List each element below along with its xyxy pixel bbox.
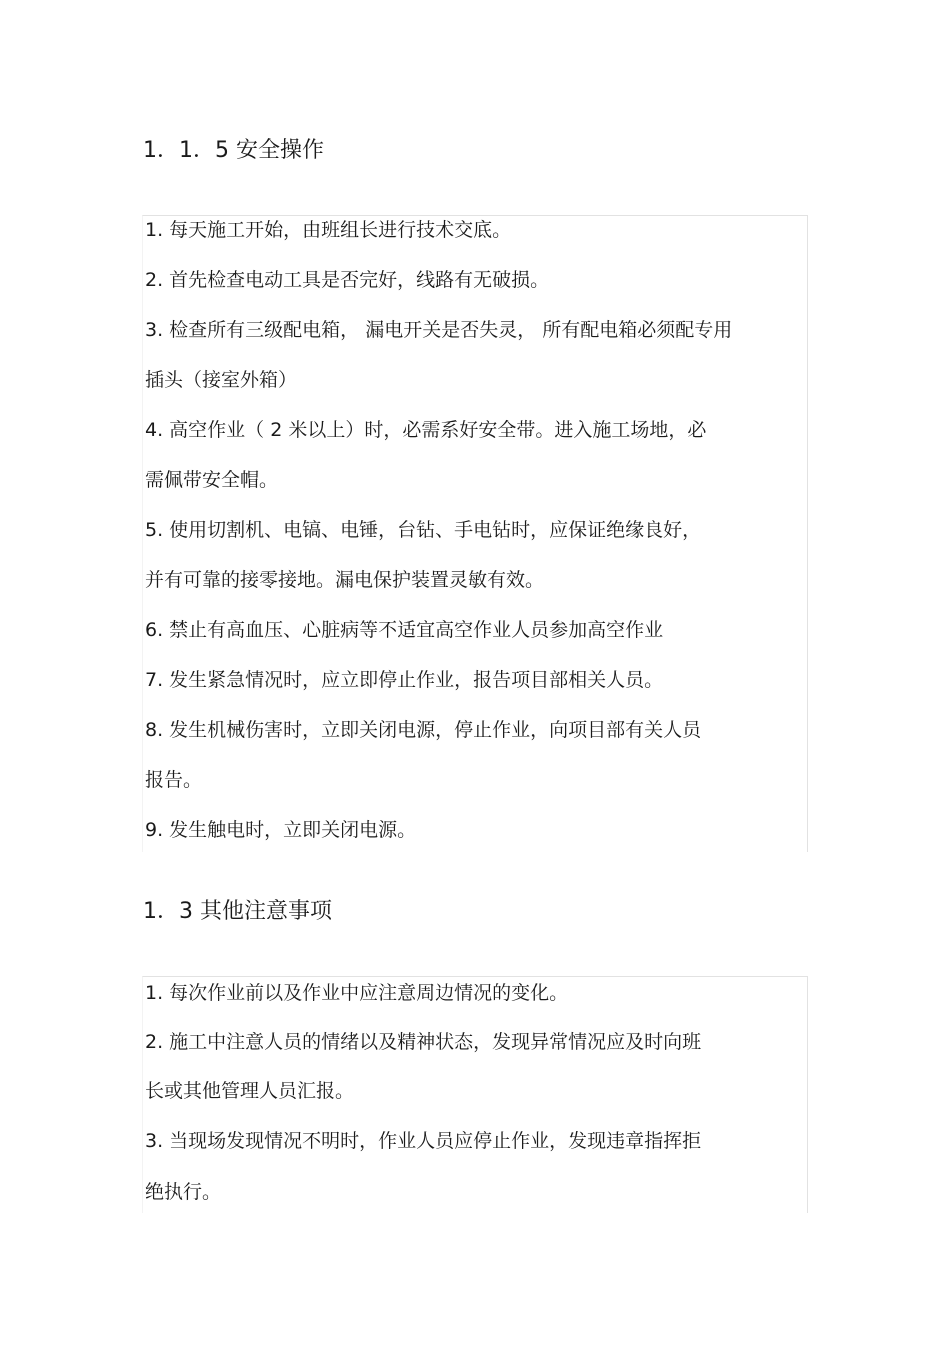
list-item: 1. 每天施工开始，由班组长进行技术交底。 <box>145 219 512 241</box>
list-item: 3. 当现场发现情况不明时，作业人员应停止作业，发现违章指挥拒 <box>145 1130 702 1152</box>
list-item: 5. 使用切割机、电镐、电锤，台钻、手电钻时，应保证绝缘良好， <box>145 519 702 541</box>
section-heading-safety-operation: 1．1．5 安全操作 <box>143 138 324 163</box>
list-item: 9. 发生触电时，立即关闭电源。 <box>145 819 417 841</box>
list-item: 2. 施工中注意人员的情绪以及精神状态，发现异常情况应及时向班 <box>145 1031 702 1053</box>
list-item: 长或其他管理人员汇报。 <box>145 1080 355 1102</box>
other-notes-box <box>142 976 808 1213</box>
list-item: 7. 发生紧急情况时，应立即停止作业，报告项目部相关人员。 <box>145 669 664 691</box>
list-item: 3. 检查所有三级配电箱， 漏电开关是否失灵， 所有配电箱必须配专用 <box>145 319 733 341</box>
list-item: 2. 首先检查电动工具是否完好，线路有无破损。 <box>145 269 550 291</box>
list-item: 并有可靠的接零接地。漏电保护装置灵敏有效。 <box>145 569 545 591</box>
list-item: 4. 高空作业（ 2 米以上）时，必需系好安全带。进入施工场地，必 <box>145 419 707 441</box>
list-item: 插头（接室外箱） <box>145 369 298 391</box>
section-heading-other-notes: 1．3 其他注意事项 <box>143 899 332 924</box>
safety-operation-box <box>142 215 808 852</box>
list-item: 绝执行。 <box>145 1181 222 1203</box>
list-item: 1. 每次作业前以及作业中应注意周边情况的变化。 <box>145 982 569 1004</box>
list-item: 8. 发生机械伤害时，立即关闭电源，停止作业，向项目部有关人员 <box>145 719 702 741</box>
list-item: 报告。 <box>145 769 203 791</box>
list-item: 6. 禁止有高血压、心脏病等不适宜高空作业人员参加高空作业 <box>145 619 664 641</box>
list-item: 需佩带安全帽。 <box>145 469 279 491</box>
